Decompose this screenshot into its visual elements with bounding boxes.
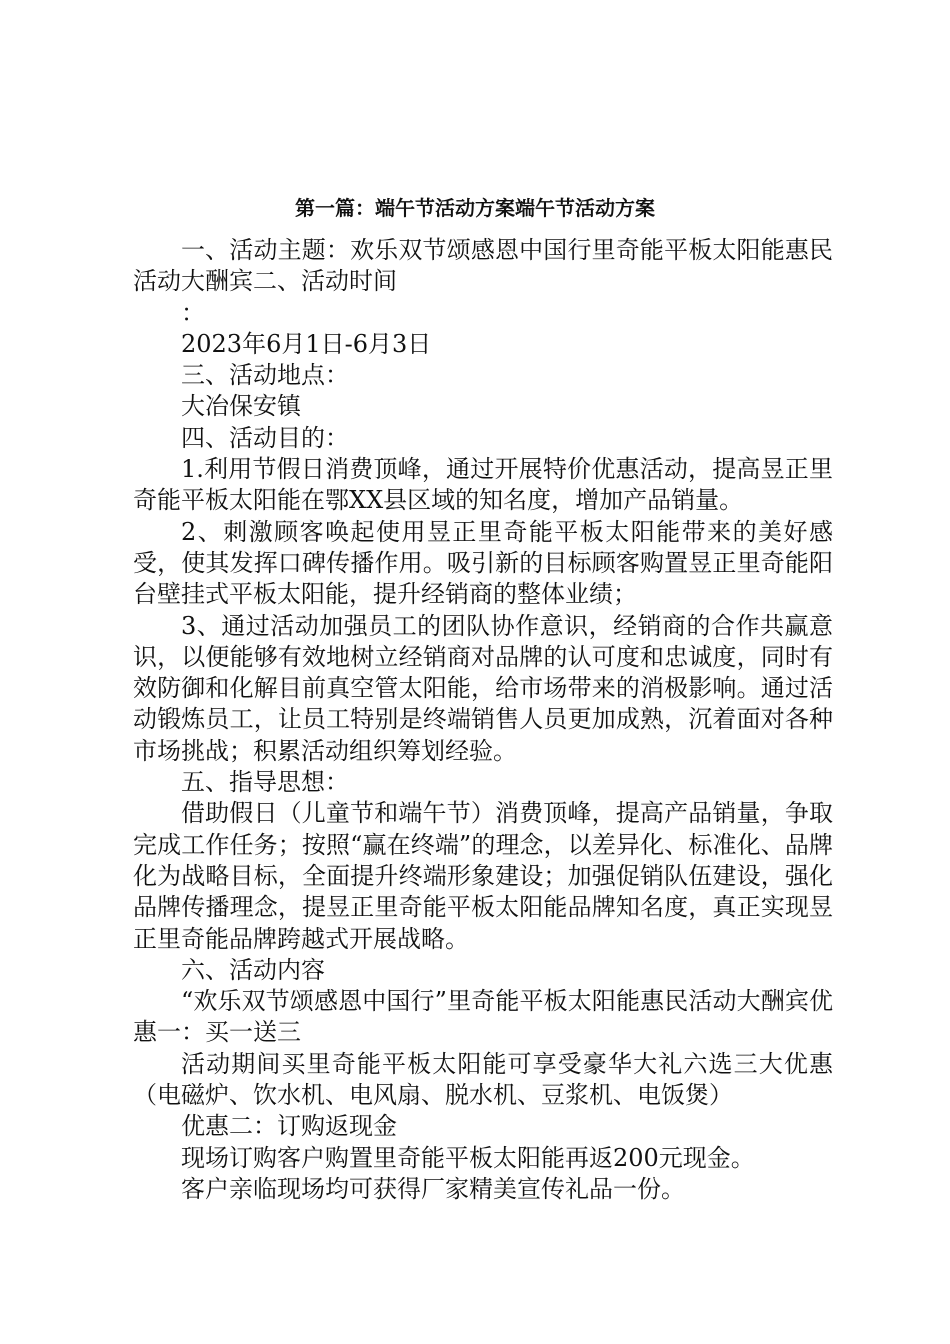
paragraph-content-heading: 六、活动内容 [181,955,325,984]
paragraph-offer-2-detail: 现场订购客户购置里奇能平板太阳能再返200元现金。 [181,1143,755,1172]
paragraph-topic: 一、活动主题：欢乐双节颂感恩中国行里奇能平板太阳能惠民活动大酬宾二、活动时间 [133,236,833,296]
paragraph-purpose-1: 1.利用节假日消费顶峰，通过开展特价优惠活动，提高昱正里奇能平板太阳能在鄂XX县区域的知名度，增加产品销量。 [133,455,833,515]
paragraph-purpose-2: 2、刺激顾客唤起使用昱正里奇能平板太阳能带来的美好感受，使其发挥口碑传播作用。吸引新的目标顾客购置昱正里奇能阳台壁挂式平板太阳能，提升经销商的整体业绩； [133,517,833,609]
paragraph-offer-1: “欢乐双节颂感恩中国行”里奇能平板太阳能惠民活动大酬宾优惠一：买一送三 [133,987,833,1047]
paragraph-location-heading: 三、活动地点： [181,361,349,390]
paragraph-guidance: 借助假日（儿童节和端午节）消费顶峰，提高产品销量，争取完成工作任务；按照“赢在终端”的理念，以差异化、标准化、品牌化为战略目标，全面提升终端形象建设；加强促销队伍建设，强化品牌传播理念，提昱正里奇能平板太阳能品牌知名度，真正实现昱正里奇能品牌跨越式开展战略。 [133,799,833,953]
paragraph-purpose-3: 3、通过活动加强员工的团队协作意识，经销商的合作共赢意识，以便能够有效地树立经销商对品牌的认可度和忠诚度，同时有效防御和化解目前真空管太阳能，给市场带来的消极影响。通过活动锻炼员工，让员工特别是终端销售人员更加成熟，沉着面对各种市场挑战；积累活动组织筹划经验。 [133,611,833,765]
paragraph-guidance-heading: 五、指导思想： [181,768,349,797]
paragraph-purpose-heading: 四、活动目的： [181,423,349,452]
document-title: 第一篇：端午节活动方案端午节活动方案 [295,196,655,220]
paragraph-offer-2: 优惠二：订购返现金 [181,1112,397,1141]
paragraph-gift: 客户亲临现场均可获得厂家精美宣传礼品一份。 [181,1174,685,1203]
paragraph-location: 大冶保安镇 [181,392,301,421]
paragraph-date: 2023年6月1日-6月3日 [181,329,432,358]
document-body [133,235,833,1205]
paragraph-time-colon: ： [181,298,205,327]
paragraph-offer-1-detail: 活动期间买里奇能平板太阳能可享受豪华大礼六选三大优惠（电磁炉、饮水机、电风扇、脱水机、豆浆机、电饭煲） [133,1049,833,1110]
